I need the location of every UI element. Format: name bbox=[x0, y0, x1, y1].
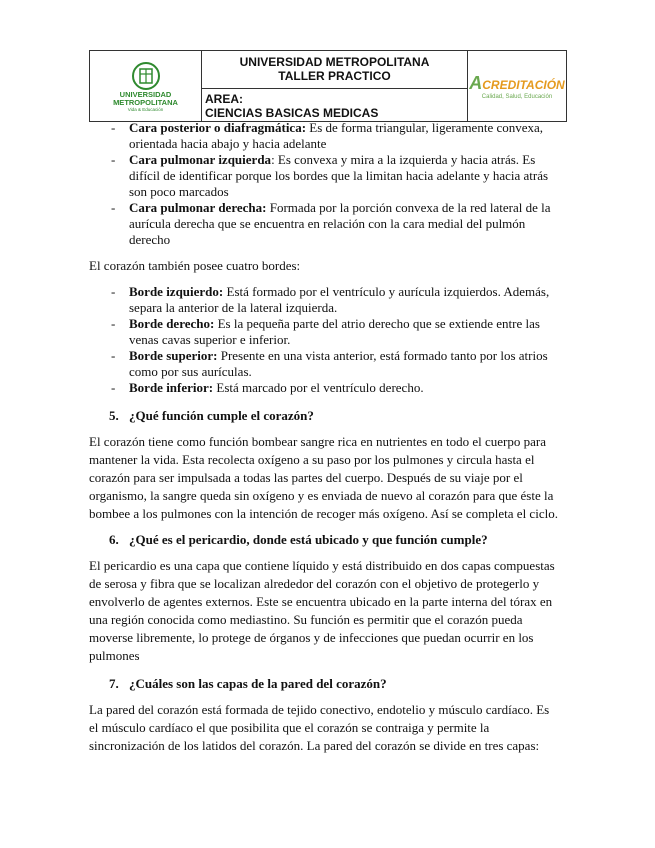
university-emblem-icon bbox=[129, 61, 163, 91]
question-number: 6. bbox=[109, 532, 119, 547]
list-item-term: Borde inferior: bbox=[129, 380, 214, 395]
list-item-text: Formada por la porción convexa de la red lateral de la aurícula derecha que se encuentra en relación con la cara medial del pulmón derecho bbox=[129, 200, 551, 247]
list-item bbox=[89, 380, 559, 396]
header-area bbox=[202, 89, 467, 121]
faces-list bbox=[89, 120, 559, 248]
accreditation-initial: A bbox=[469, 72, 483, 93]
question-7-heading bbox=[89, 676, 559, 692]
answer-5: El corazón tiene como función bombear sangre rica en nutrientes en todo el cuerpo para mantener la vida. Esta recolecta oxígeno a su paso por los pulmones y circula hasta el corazón para ser impulsada a todas las partes del cuerpo. Después de su viaje por el organismo, la sangre queda sin oxígeno y es enviada de nuevo al corazón para que éste la bombee a los pulmones con la intención de recoger más oxígeno. Así se completa el ciclo. bbox=[89, 434, 558, 521]
university-logo-line2: METROPOLITANA bbox=[113, 97, 178, 107]
borders-list bbox=[89, 284, 559, 396]
university-logo-tagline: Vida & Educación bbox=[127, 106, 164, 112]
question-number: 7. bbox=[109, 676, 119, 691]
accreditation-tagline: Calidad, Salud, Educación bbox=[481, 93, 553, 100]
document-body bbox=[89, 120, 559, 755]
question-text: ¿Qué función cumple el corazón? bbox=[129, 408, 314, 423]
question-6-heading bbox=[89, 532, 559, 548]
header-title-cell bbox=[202, 51, 468, 122]
list-item-term: Borde derecho: bbox=[129, 316, 215, 331]
list-item-text: Está marcado por el ventrículo derecho. bbox=[213, 380, 424, 395]
list-item-text: Presente en una vista anterior, está formado tanto por los atrios como por sus aurículas. bbox=[129, 348, 548, 379]
answer-7: La pared del corazón está formada de tejido conectivo, endotelio y músculo cardíaco. Es el músculo cardíaco el que posibilita que el corazón se contraiga y permite la sincronización de los latidos del corazón. La pared del corazón se divide en tres capas: bbox=[89, 702, 550, 753]
list-item-term: Borde izquierdo: bbox=[129, 284, 224, 299]
question-5-heading bbox=[89, 408, 559, 424]
list-item bbox=[89, 152, 559, 200]
list-item bbox=[89, 316, 559, 348]
answer-6: El pericardio es una capa que contiene líquido y está distribuido en dos capas compuestas de serosa y fibra que se localizan alrededor del corazón con el objetivo de protegerlo y envolverlo de agentes externos. Este se encuentra ubicado en la parte interna del tórax en una región conocida como mediastino. Su función es permitir que el corazón pueda moverse libremente, lo protege de órganos y de infecciones que puedan ocurrir en los pulmones bbox=[89, 558, 555, 663]
accreditation-logo-cell bbox=[468, 51, 567, 122]
list-item bbox=[89, 200, 559, 248]
list-item-text: Es la pequeña parte del atrio derecho que se extiende entre las venas cavas superior e inferior. bbox=[129, 316, 540, 347]
borders-intro: El corazón también posee cuatro bordes: bbox=[89, 258, 301, 273]
list-item-text: Está formado por el ventrículo y aurícula izquierdos. Además, separa la anterior de la lateral izquierda. bbox=[129, 284, 550, 315]
area-value: CIENCIAS BASICAS MEDICAS bbox=[205, 106, 379, 120]
question-number: 5. bbox=[109, 408, 119, 423]
list-item-term: Borde superior: bbox=[129, 348, 218, 363]
list-item bbox=[89, 120, 559, 152]
list-item-term: Cara pulmonar derecha: bbox=[129, 200, 267, 215]
list-item-text: : Es convexa y mira a la izquierda y hacia atrás. Es difícil de identificar porque los bordes que la limitan hacia adelante y hacia atrás son poco marcados bbox=[129, 152, 549, 199]
document-header bbox=[89, 50, 567, 122]
university-logo-line1: UNIVERSIDAD bbox=[119, 89, 172, 99]
accreditation-text: CREDITACIÓN bbox=[482, 77, 565, 92]
title-line2: TALLER PRACTICO bbox=[278, 69, 391, 83]
area-label: AREA: bbox=[205, 92, 243, 106]
title-line1: UNIVERSIDAD METROPOLITANA bbox=[239, 55, 430, 69]
list-item-term: Cara pulmonar izquierda bbox=[129, 152, 272, 167]
list-item-text: Es de forma triangular, ligeramente convexa, orientada hacia abajo y hacia adelante bbox=[129, 120, 544, 151]
question-text: ¿Cuáles son las capas de la pared del corazón? bbox=[129, 676, 387, 691]
list-item bbox=[89, 348, 559, 380]
university-logo bbox=[90, 61, 201, 112]
header-title bbox=[202, 51, 467, 89]
question-text: ¿Qué es el pericardio, donde está ubicado y que función cumple? bbox=[129, 532, 488, 547]
list-item-term: Cara posterior o diafragmática: bbox=[129, 120, 307, 135]
accreditation-logo bbox=[468, 73, 566, 100]
university-logo-cell bbox=[90, 51, 202, 122]
list-item bbox=[89, 284, 559, 316]
